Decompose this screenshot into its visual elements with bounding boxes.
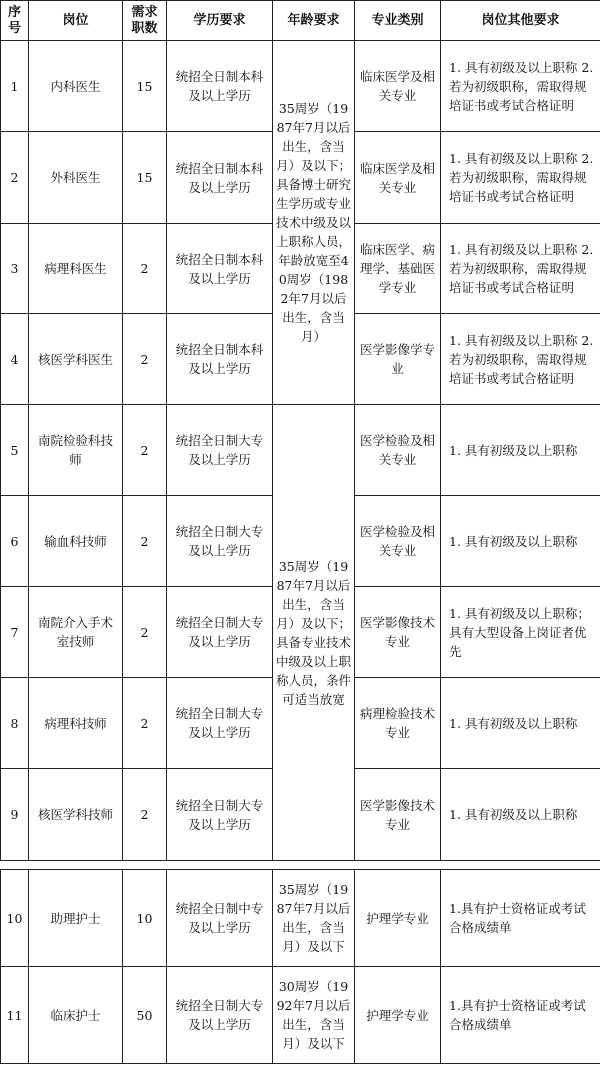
row-post: 内科医生 [29, 41, 123, 132]
row-major: 护理学专业 [355, 967, 441, 1064]
row-count: 10 [123, 870, 167, 967]
header-other: 岗位其他要求 [441, 1, 600, 41]
header-row [1, 1, 600, 41]
row-no: 5 [1, 405, 29, 496]
row-edu: 统招全日制本科及以上学历 [167, 224, 273, 314]
row-other: 1. 具有初级及以上职称 2. 若为初级职称，需取得规培证书或考试合格证明 [441, 132, 600, 224]
row-age: 35周岁（1987年7月以后出生，含当月）及以下 [273, 870, 355, 967]
table-row [1, 967, 600, 1064]
header-post: 岗位 [29, 1, 123, 41]
row-edu: 统招全日制本科及以上学历 [167, 132, 273, 224]
row-post: 南院检验科技师 [29, 405, 123, 496]
row-other: 1. 具有初级及以上职称；具有大型设备上岗证者优先 [441, 587, 600, 678]
row-no: 6 [1, 496, 29, 587]
recruitment-table-continued [0, 869, 600, 1064]
header-edu: 学历要求 [167, 1, 273, 41]
table-row [1, 405, 600, 496]
row-post: 临床护士 [29, 967, 123, 1064]
row-major: 病理检验技术专业 [355, 678, 441, 769]
row-edu: 统招全日制中专及以上学历 [167, 870, 273, 967]
row-other: 1.具有护士资格证或考试合格成绩单 [441, 870, 600, 967]
row-post: 助理护士 [29, 870, 123, 967]
row-count: 2 [123, 314, 167, 405]
row-other: 1. 具有初级及以上职称 [441, 405, 600, 496]
header-count: 需求职数 [123, 1, 167, 41]
row-no: 3 [1, 224, 29, 314]
row-no: 8 [1, 678, 29, 769]
row-major: 医学检验及相关专业 [355, 496, 441, 587]
row-count: 2 [123, 405, 167, 496]
row-edu: 统招全日制大专及以上学历 [167, 496, 273, 587]
row-post: 核医学科技师 [29, 769, 123, 861]
table-row [1, 41, 600, 132]
row-other: 1. 具有初级及以上职称 2. 若为初级职称，需取得规培证书或考试合格证明 [441, 41, 600, 132]
row-major: 临床医学、病理学、基础医学专业 [355, 224, 441, 314]
row-other: 1. 具有初级及以上职称 [441, 496, 600, 587]
row-no: 7 [1, 587, 29, 678]
row-no: 11 [1, 967, 29, 1064]
row-count: 2 [123, 224, 167, 314]
row-count: 15 [123, 132, 167, 224]
row-other: 1.具有护士资格证或考试合格成绩单 [441, 967, 600, 1064]
row-edu: 统招全日制大专及以上学历 [167, 967, 273, 1064]
row-no: 10 [1, 870, 29, 967]
row-count: 50 [123, 967, 167, 1064]
table-row [1, 870, 600, 967]
row-count: 2 [123, 587, 167, 678]
row-major: 临床医学及相关专业 [355, 41, 441, 132]
row-age: 30周岁（1992年7月以后出生，含当月）及以下 [273, 967, 355, 1064]
row-other: 1. 具有初级及以上职称 [441, 769, 600, 861]
row-major: 医学影像技术专业 [355, 769, 441, 861]
row-post: 病理科医生 [29, 224, 123, 314]
row-major: 临床医学及相关专业 [355, 132, 441, 224]
row-major: 医学检验及相关专业 [355, 405, 441, 496]
row-count: 2 [123, 678, 167, 769]
row-other: 1. 具有初级及以上职称 2. 若为初级职称，需取得规培证书或考试合格证明 [441, 224, 600, 314]
row-edu: 统招全日制本科及以上学历 [167, 314, 273, 405]
header-no: 序号 [1, 1, 29, 41]
row-post: 核医学科医生 [29, 314, 123, 405]
row-other: 1. 具有初级及以上职称 [441, 678, 600, 769]
row-post: 输血科技师 [29, 496, 123, 587]
row-post: 病理科技师 [29, 678, 123, 769]
age-requirement-doctor: 35周岁（1987年7月以后出生，含当月）及以下；具备博士研究生学历或专业技术中级及以上职称人员，年龄放宽至40周岁（1982年7月以后出生，含当月） [273, 41, 355, 405]
row-major: 医学影像学专业 [355, 314, 441, 405]
row-no: 4 [1, 314, 29, 405]
row-edu: 统招全日制大专及以上学历 [167, 769, 273, 861]
row-no: 1 [1, 41, 29, 132]
row-major: 护理学专业 [355, 870, 441, 967]
header-major: 专业类别 [355, 1, 441, 41]
row-post: 南院介入手术室技师 [29, 587, 123, 678]
row-edu: 统招全日制大专及以上学历 [167, 678, 273, 769]
row-no: 2 [1, 132, 29, 224]
row-post: 外科医生 [29, 132, 123, 224]
header-age: 年龄要求 [273, 1, 355, 41]
row-count: 15 [123, 41, 167, 132]
row-edu: 统招全日制大专及以上学历 [167, 405, 273, 496]
age-requirement-technician: 35周岁（1987年7月以后出生，含当月）及以下；具备专业技术中级及以上职称人员，条件可适当放宽 [273, 405, 355, 861]
page-break [0, 861, 600, 869]
row-count: 2 [123, 496, 167, 587]
row-major: 医学影像技术专业 [355, 587, 441, 678]
row-count: 2 [123, 769, 167, 861]
row-no: 9 [1, 769, 29, 861]
row-edu: 统招全日制大专及以上学历 [167, 587, 273, 678]
row-other: 1. 具有初级及以上职称 2. 若为初级职称，需取得规培证书或考试合格证明 [441, 314, 600, 405]
row-edu: 统招全日制本科及以上学历 [167, 41, 273, 132]
